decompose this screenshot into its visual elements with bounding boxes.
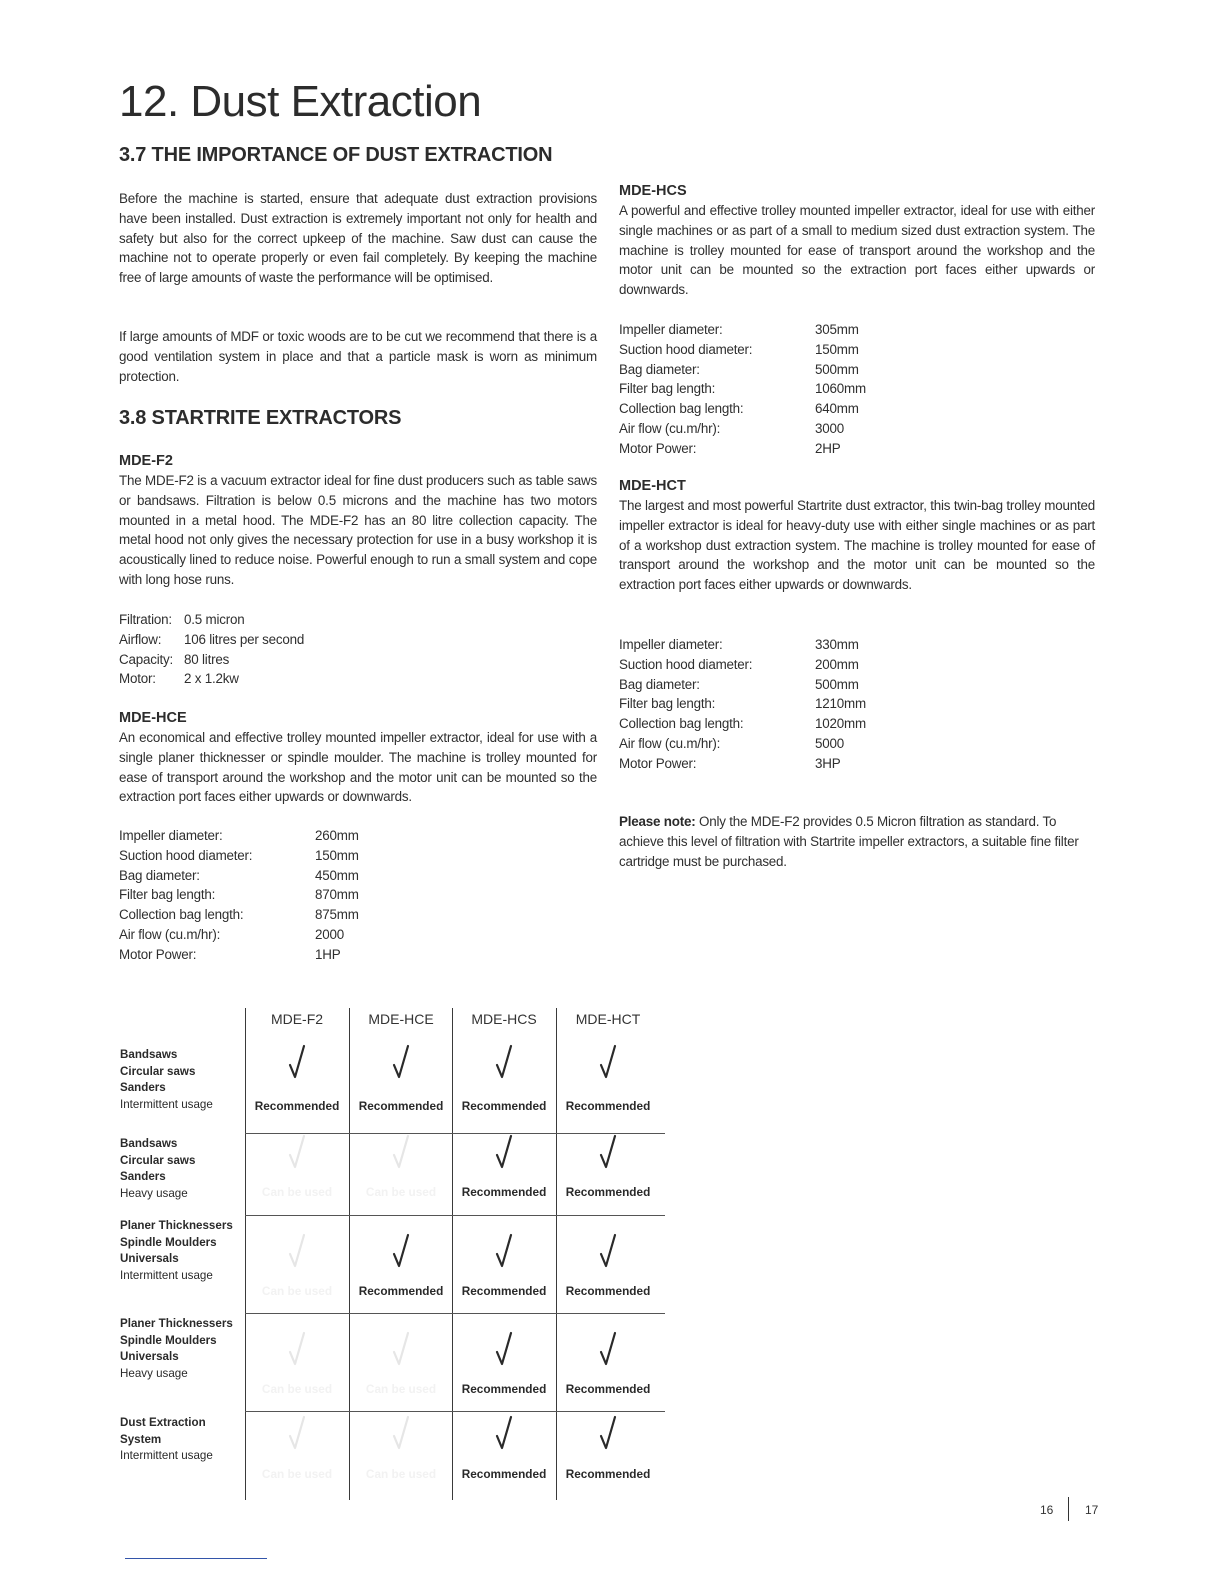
- checkmark-icon: [556, 1232, 660, 1272]
- spec-value: 260mm: [315, 828, 359, 843]
- application-name: Planer Thicknessers: [120, 1219, 233, 1232]
- spec-row: [119, 846, 359, 866]
- recommended-label: Recommended: [254, 1099, 340, 1113]
- mde-hce-description: An economical and effective trolley mounted impeller extractor, ideal for use with a single planer thicknesser or spindle moulder. The machine is trolley mounted for ease of transport around the workshop and the motor unit can be mounted so the extraction port faces either upwards or downwards.: [119, 730, 597, 805]
- spec-value: 2HP: [815, 440, 841, 456]
- mde-hcs-description: A powerful and effective trolley mounted impeller extractor, ideal for use with either single machines or as part of a small to medium sized dust extraction system. The machine is trolley mounted for ease of transport around the workshop and the motor unit can be mounted so the extraction port faces either upwards or downwards.: [619, 203, 1095, 298]
- mde-hct-description: The largest and most powerful Startrite dust extractor, this twin-bag trolley mounted impeller extractor is ideal for heavy-duty use with either single machines or as part of a workshop dust extraction system. The machine is trolley mounted for ease of transport around the workshop and the motor unit can be mounted so the extraction port faces either upwards or downwards.: [619, 498, 1095, 593]
- checkmark-icon: [349, 1232, 453, 1272]
- page-number-left: 16: [1040, 1503, 1054, 1517]
- spec-value: 1060mm: [815, 381, 866, 397]
- spec-value: 2000: [315, 926, 344, 942]
- spec-label: Motor Power:: [619, 440, 697, 456]
- table-row-label: [120, 1136, 244, 1202]
- application-name: Universals: [120, 1252, 179, 1265]
- section-3-7-paragraph-1: Before the machine is started, ensure that adequate dust extraction provisions have been installed. Dust extraction is extremely important not only for health and safety but also for the correct upkeep of the machine. Saw dust can cause the machine not to operate properly or even fail completely. By keeping the machine free of large amounts of waste the performance will be optimised.: [119, 191, 597, 286]
- spec-value: 305mm: [815, 322, 859, 337]
- spec-label: Impeller diameter:: [119, 828, 223, 843]
- usage-level: Intermittent usage: [120, 1449, 213, 1462]
- application-name: Bandsaws: [120, 1137, 178, 1150]
- recommended-label: Recommended: [461, 1185, 547, 1199]
- recommended-label: Recommended: [565, 1382, 651, 1396]
- spec-label: Motor Power:: [619, 755, 697, 771]
- spec-label: Collection bag length:: [119, 907, 244, 923]
- faded-checkmark-icon: [245, 1133, 349, 1173]
- faded-checkmark-icon: [349, 1414, 453, 1454]
- faded-checkmark-icon: [349, 1133, 453, 1173]
- spec-label: Impeller diameter:: [619, 322, 723, 337]
- table-row-label: [120, 1415, 244, 1465]
- usage-level: Intermittent usage: [120, 1097, 213, 1111]
- table-row-divider: [245, 1411, 665, 1412]
- faded-checkmark-icon: [349, 1330, 453, 1370]
- spec-value: 2 x 1.2kw: [184, 671, 239, 687]
- spec-row: [619, 754, 866, 774]
- table-row-label: [120, 1218, 244, 1284]
- spec-label: Filtration:: [119, 612, 172, 627]
- spec-value: 3HP: [815, 755, 841, 771]
- spec-value: 450mm: [315, 867, 359, 883]
- spec-value: 200mm: [815, 656, 859, 672]
- usage-cell: [452, 1232, 556, 1298]
- checkmark-icon: [556, 1330, 660, 1370]
- usage-cell: [245, 1043, 349, 1113]
- spec-label: Suction hood diameter:: [619, 341, 753, 357]
- usage-cell: [245, 1414, 349, 1481]
- spec-row: [119, 826, 359, 846]
- section-3-7-paragraph-2: If large amounts of MDF or toxic woods are to be cut we recommend that there is a good ventilation system in place and that a particle mask is worn as minimum protection.: [119, 329, 597, 384]
- spec-row: [119, 650, 304, 670]
- spec-row: [619, 694, 866, 714]
- usage-cell: [452, 1043, 556, 1113]
- spec-row: [119, 610, 304, 630]
- page-title: 12. Dust Extraction: [119, 77, 482, 126]
- checkmark-icon: [452, 1414, 556, 1454]
- spec-label: Suction hood diameter:: [619, 656, 753, 672]
- mde-hct-heading: MDE-HCT: [619, 478, 686, 494]
- application-name: Circular saws: [120, 1064, 196, 1078]
- spec-row: [119, 905, 359, 925]
- spec-row: [619, 419, 866, 439]
- usage-cell: [349, 1330, 453, 1396]
- checkmark-icon: [556, 1043, 660, 1083]
- spec-value: 1020mm: [815, 716, 866, 732]
- can-be-used-label: Can be used: [261, 1382, 333, 1396]
- faded-checkmark-icon: [245, 1232, 349, 1272]
- note-text: Only the MDE-F2 provides 0.5 Micron filtration as standard. To achieve this level of filtration with Startrite impeller extractors, a suitable fine filter cartridge must be purchased.: [619, 814, 1079, 869]
- table-row-label: [120, 1316, 244, 1382]
- mde-f2-description: The MDE-F2 is a vacuum extractor ideal for fine dust producers such as table saws or bandsaws. Filtration is below 0.5 microns and the machine has two motors mounted in a metal hood. The MDE-F2 has an 80 litre collection capacity. The metal hood not only gives the necessary protection for use in a busy workshop it is acoustically lined to reduce noise. Powerful enough to run a small system and cope with long hose runs.: [119, 473, 597, 587]
- column-header-mde-hce: MDE-HCE: [368, 1011, 434, 1027]
- recommended-label: Recommended: [565, 1185, 651, 1199]
- usage-cell: [556, 1414, 660, 1481]
- checkmark-icon: [452, 1043, 556, 1083]
- spec-value: 640mm: [815, 401, 859, 417]
- spec-row: [619, 734, 866, 754]
- usage-cell: [452, 1330, 556, 1396]
- spec-value: 870mm: [315, 887, 359, 903]
- spec-label: Filter bag length:: [119, 887, 216, 903]
- recommended-label: Recommended: [565, 1284, 651, 1298]
- spec-label: Airflow:: [119, 631, 162, 647]
- checkmark-icon: [556, 1133, 660, 1173]
- spec-row: [619, 635, 866, 655]
- spec-row: [619, 340, 866, 360]
- can-be-used-label: Can be used: [365, 1382, 437, 1396]
- spec-label: Bag diameter:: [619, 676, 700, 692]
- spec-label: Bag diameter:: [119, 867, 200, 883]
- spec-label: Bag diameter:: [619, 361, 700, 377]
- recommended-label: Recommended: [565, 1467, 651, 1481]
- application-name: Sanders: [120, 1170, 166, 1183]
- recommended-label: Recommended: [461, 1099, 547, 1113]
- spec-value: 330mm: [815, 637, 859, 652]
- usage-cell: [245, 1133, 349, 1199]
- usage-cell: [556, 1133, 660, 1199]
- spec-label: Air flow (cu.m/hr):: [619, 735, 721, 751]
- checkmark-icon: [349, 1043, 453, 1083]
- spec-value: 1210mm: [815, 696, 866, 712]
- spec-value: 150mm: [315, 847, 359, 863]
- spec-label: Air flow (cu.m/hr):: [619, 420, 721, 436]
- checkmark-icon: [245, 1043, 349, 1083]
- mde-hcs-heading: MDE-HCS: [619, 183, 687, 199]
- application-name: Dust Extraction: [120, 1416, 206, 1429]
- application-name: Planer Thicknessers: [120, 1317, 233, 1330]
- usage-cell: [556, 1232, 660, 1298]
- spec-label: Capacity:: [119, 651, 174, 667]
- usage-cell: [349, 1232, 453, 1298]
- usage-cell: [349, 1043, 453, 1113]
- spec-value: 500mm: [815, 676, 859, 692]
- can-be-used-label: Can be used: [365, 1467, 437, 1481]
- spec-row: [619, 399, 866, 419]
- checkmark-icon: [452, 1330, 556, 1370]
- spec-row: [119, 669, 304, 689]
- spec-label: Suction hood diameter:: [119, 847, 253, 863]
- checkmark-icon: [556, 1414, 660, 1454]
- recommended-label: Recommended: [461, 1467, 547, 1481]
- spec-row: [619, 439, 866, 459]
- spec-value: 3000: [815, 420, 844, 436]
- spec-row: [619, 675, 866, 695]
- usage-cell: [556, 1330, 660, 1396]
- spec-row: [119, 866, 359, 886]
- spec-label: Motor:: [119, 671, 156, 687]
- usage-cell: [245, 1330, 349, 1396]
- spec-label: Air flow (cu.m/hr):: [119, 926, 221, 942]
- table-row-label: [120, 1047, 244, 1113]
- page-number-right: 17: [1085, 1503, 1099, 1517]
- column-header-mde-hct: MDE-HCT: [575, 1011, 641, 1027]
- note-label: Please note:: [619, 814, 696, 829]
- application-name: System: [120, 1432, 162, 1446]
- faded-checkmark-icon: [245, 1330, 349, 1370]
- section-heading-3-8: 3.8 STARTRITE EXTRACTORS: [119, 407, 402, 429]
- spec-row: [619, 360, 866, 380]
- section-heading-3-7: 3.7 THE IMPORTANCE OF DUST EXTRACTION: [119, 144, 553, 166]
- spec-value: 150mm: [815, 341, 859, 357]
- column-header-mde-hcs: MDE-HCS: [471, 1011, 537, 1027]
- spec-value: 1HP: [315, 946, 341, 962]
- spec-value: 0.5 micron: [184, 612, 245, 627]
- spec-value: 5000: [815, 735, 844, 751]
- can-be-used-label: Can be used: [261, 1284, 333, 1298]
- mde-hce-heading: MDE-HCE: [119, 710, 187, 726]
- spec-value: 500mm: [815, 361, 859, 377]
- table-row-divider: [245, 1313, 665, 1314]
- spec-row: [619, 320, 866, 340]
- usage-cell: [349, 1414, 453, 1481]
- usage-cell: [245, 1232, 349, 1298]
- mde-hcs-spec-list: [619, 320, 866, 459]
- can-be-used-label: Can be used: [261, 1467, 333, 1481]
- spec-label: Impeller diameter:: [619, 637, 723, 652]
- spec-row: [119, 945, 359, 965]
- usage-level: Heavy usage: [120, 1186, 188, 1200]
- recommended-label: Recommended: [358, 1099, 444, 1113]
- checkmark-icon: [452, 1133, 556, 1173]
- usage-level: Intermittent usage: [120, 1268, 213, 1282]
- recommended-label: Recommended: [358, 1284, 444, 1298]
- mde-f2-spec-list: [119, 610, 304, 689]
- page-number-divider: [1068, 1497, 1069, 1521]
- application-name: Universals: [120, 1350, 179, 1363]
- spec-label: Collection bag length:: [619, 716, 744, 732]
- please-note: [619, 812, 1095, 871]
- can-be-used-label: Can be used: [365, 1185, 437, 1199]
- application-name: Circular saws: [120, 1153, 196, 1167]
- spec-value: 106 litres per second: [184, 631, 305, 647]
- spec-label: Filter bag length:: [619, 381, 716, 397]
- faded-checkmark-icon: [245, 1414, 349, 1454]
- column-header-mde-f2: MDE-F2: [270, 1011, 324, 1027]
- usage-cell: [556, 1043, 660, 1113]
- spec-row: [619, 655, 866, 675]
- application-name: Bandsaws: [120, 1048, 178, 1061]
- table-row-divider: [245, 1215, 665, 1216]
- usage-cell: [349, 1133, 453, 1199]
- spec-row: [119, 630, 304, 650]
- usage-cell: [452, 1133, 556, 1199]
- spec-label: Filter bag length:: [619, 696, 716, 712]
- can-be-used-label: Can be used: [261, 1185, 333, 1199]
- spec-label: Collection bag length:: [619, 401, 744, 417]
- spec-row: [119, 925, 359, 945]
- spec-value: 875mm: [315, 907, 359, 923]
- application-name: Spindle Moulders: [120, 1235, 217, 1249]
- spec-row: [619, 379, 866, 399]
- recommended-label: Recommended: [461, 1284, 547, 1298]
- spec-label: Motor Power:: [119, 946, 197, 962]
- recommended-label: Recommended: [461, 1382, 547, 1396]
- recommended-label: Recommended: [565, 1099, 651, 1113]
- checkmark-icon: [452, 1232, 556, 1272]
- usage-cell: [452, 1414, 556, 1481]
- mde-f2-heading: MDE-F2: [119, 453, 173, 469]
- mde-hct-spec-list: [619, 635, 866, 774]
- application-name: Spindle Moulders: [120, 1333, 217, 1347]
- footer-rule: [125, 1558, 267, 1559]
- spec-row: [119, 885, 359, 905]
- usage-level: Heavy usage: [120, 1366, 188, 1380]
- spec-row: [619, 714, 866, 734]
- mde-hce-spec-list: [119, 826, 359, 965]
- application-name: Sanders: [120, 1081, 166, 1094]
- spec-value: 80 litres: [184, 651, 230, 667]
